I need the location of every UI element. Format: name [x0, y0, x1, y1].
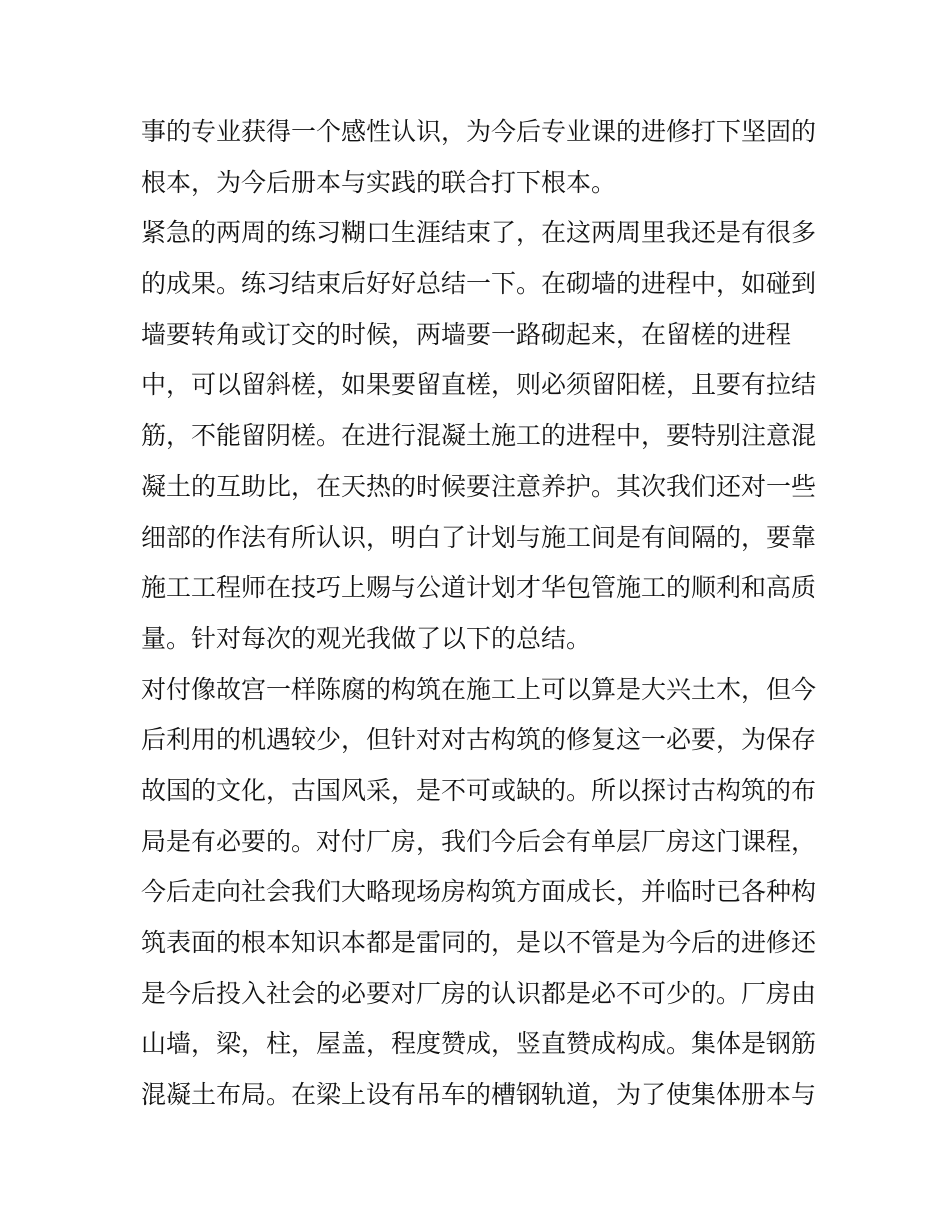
text-line-7: 筋，不能留阴槎。在进行混凝土施工的进程中，要特别注意混: [141, 421, 817, 451]
text-line-4: 的成果。练习结束后好好总结一下。在砌墙的进程中，如碰到: [141, 269, 817, 299]
text-line-17: 筑表面的根本知识本都是雷同的，是以不管是为今后的进修还: [141, 928, 817, 957]
text-line-11: 量。针对每次的观光我做了以下的总结。: [141, 623, 592, 653]
text-line-18: 是今后投入社会的必要对厂房的认识都是必不可少的。厂房由: [141, 978, 817, 1008]
text-line-2: 根本，为今后册本与实践的联合打下根本。: [141, 167, 617, 197]
text-line-8: 凝土的互助比，在天热的时候要注意养护。其次我们还对一些: [141, 471, 817, 501]
text-line-5: 墙要转角或订交的时候，两墙要一路砌起来，在留槎的进程: [141, 319, 792, 349]
body-text: [141, 107, 821, 1121]
text-line-6: 中，可以留斜槎，如果要留直槎，则必须留阳槎，且要有拉结: [141, 370, 817, 400]
text-line-1: 事的专业获得一个感性认识，为今后专业课的进修打下坚固的: [141, 117, 817, 146]
text-line-13: 后利用的机遇较少，但针对对古构筑的修复这一必要，为保存: [141, 725, 817, 755]
text-line-15: 局是有必要的。对付厂房，我们今后会有单层厂房这门课程，: [141, 826, 817, 856]
text-line-12: 对付像故宫一样陈腐的构筑在施工上可以算是大兴土木，但今: [141, 674, 817, 704]
text-line-16: 今后走向社会我们大略现场房构筑方面成长，并临时已各种构: [141, 877, 817, 907]
text-line-9: 细部的作法有所认识，明白了计划与施工间是有间隔的，要靠: [141, 522, 817, 552]
text-line-19: 山墙，梁，柱，屋盖，程度赞成，竖直赞成构成。集体是钢筋: [141, 1029, 817, 1059]
text-line-14: 故国的文化，古国风采，是不可或缺的。所以探讨古构筑的布: [141, 775, 817, 805]
text-line-20: 混凝土布局。在梁上设有吊车的槽钢轨道，为了使集体册本与: [141, 1080, 817, 1110]
text-line-3: 紧急的两周的练习糊口生涯结束了，在这两周里我还是有很多: [141, 218, 817, 248]
text-line-10: 施工工程师在技巧上赐与公道计划才华包管施工的顺利和高质: [141, 573, 817, 603]
